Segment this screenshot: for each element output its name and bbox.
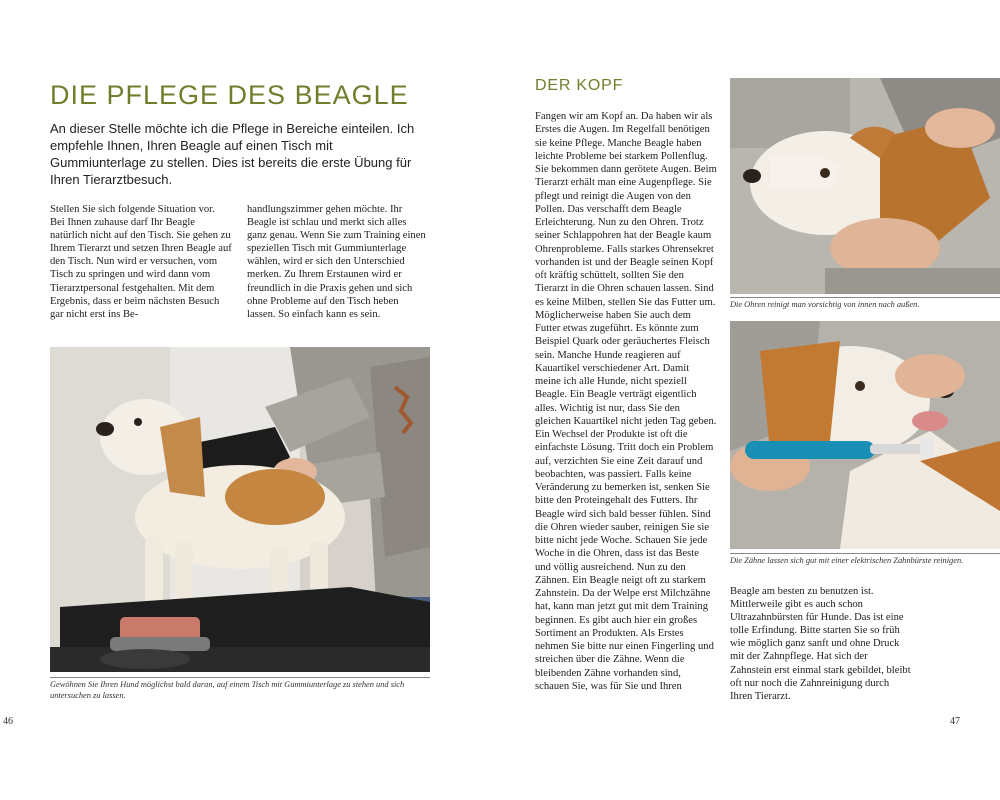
section-heading: DER KOPF bbox=[535, 77, 624, 94]
lead-paragraph: An dieser Stelle möchte ich die Pflege in Bereiche einteilen. Ich empfehle Ihnen, Ihren Beagle auf einen Tisch mit Gummiunterlage zu stellen. Dies ist bereits die erste Übung für Ihren Tierarztbesuch. bbox=[50, 121, 415, 187]
ear-cleaning-photo bbox=[730, 78, 1000, 294]
page-title: DIE PFLEGE DES BEAGLE bbox=[50, 80, 409, 110]
right-body-column-1: Fangen wir am Kopf an. Da haben wir als Erstes die Augen. Im Regelfall benötigen sie keine Pflege. Manche Beagle haben leichte Probleme bei starkem Pollenflug. Sie bekommen dann gerötete Augen. Beim Tierarzt erhält man eine Augenpflege. Sie pflegt und reinigt die Augen von den Pollen. Das verschafft dem Beagle Erleichterung. Nun zu den Ohren. Trotz seiner Schlappohren hat der Beagle kaum Ohrenprobleme. Falls starkes Ohrensekret vorhanden ist und der Beagle seinen Kopf oft kräftig schüttelt, sollten Sie den Tierarzt in die Ohren schauen lassen. Sind es keine Milben, stellen Sie das Futter um. Möglicherweise haben Sie auch dem Futter etwas zugeführt. Es könnte zum Beispiel Quark oder geräuchertes Fleisch sein. Manche Hunde reagieren auf Kauartikel verschiedener Art. Damit meine ich alle Hunde, nicht speziell Beagle. Ein Beagle verträgt eigentlich alles. Wichtig ist nur, dass Sie den gleichen Kauartikel nicht jeden Tag geben. Ein Wechsel der Produkte ist oft die einfachste Lösung. Tritt doch ein Problem auf, verzichten Sie eine Zeit darauf und beobachten, was passiert. Falls keine Veränderung zu bemerken ist, senken Sie bitte den Proteingehalt des Futters. Ihr Beagle wird sich bald besser fühlen. Sind die Ohren wieder sauber, reinigen Sie sie bitte nicht jede Woche. Schauen Sie jede Woche in die Ohren, dass ist das Beste und völlig ausreichend. Nun zu den Zähnen. Ein Beagle neigt oft zu starkem Zahnstein. Da der Welpe erst Milchzähne hat, kann man jetzt gut mit dem Training beginnen. Es gibt auch hier ein großes Sortiment an Produkten. Als Erstes nehmen Sie bitte nur einen Fingerling und streichen über die Zähne. Wenn die bleibenden Zähne vorhanden sind, schauen Sie, was für Sie und Ihren bbox=[535, 111, 717, 692]
left-photo-caption: Gewöhnen Sie Ihren Hund möglichst bald daran, auf einem Tisch mit Gummiunterlage zu stehen und sich untersuchen zu lassen. bbox=[50, 677, 430, 701]
beagle-grooming-table-photo bbox=[50, 347, 430, 672]
ear-photo-caption: Die Ohren reinigt man vorsichtig von innen nach außen. bbox=[730, 297, 1000, 310]
teeth-brushing-photo bbox=[730, 321, 1000, 549]
page-number-left: 46 bbox=[3, 716, 13, 727]
left-body-column-1: Stellen Sie sich folgende Situation vor. Bei Ihnen zuhause darf Ihr Beagle natürlich nicht auf den Tisch. Sie gehen zu Ihrem Tierarzt und setzen Ihren Beagle auf den Tisch. Nun wird er versuchen, vom Tisch zu springen und wird dann vom Tierarztpersonal festgehalten. Mit dem Ergebnis, dass er beim nächsten Besuch gar nicht erst ins Be- bbox=[50, 204, 232, 320]
right-body-column-2: Beagle am besten zu benutzen ist. Mittlerweile gibt es auch schon Ultrazahnbürsten für Hunde. Das ist eine tolle Erfindung. Bitte starten Sie so früh wie möglich ganz sanft und ohne Druck mit der Zahnpflege. Hat sich der Zahnstein erst einmal stark gebildet, bleibt oft nur noch die Zahnreinigung durch Ihren Tierarzt. bbox=[730, 586, 911, 702]
page-number-right: 47 bbox=[950, 716, 960, 727]
left-body-column-2: handlungszimmer gehen möchte. Ihr Beagle ist schlau und merkt sich alles ganz genau. Wenn Sie zum Training einen speziellen Tisch mit Gummiunterlage wählen, wird er sich den Unterschied merken. Zu Ihrem Erstaunen wird er freundlich in die Praxis gehen und sich ohne Probleme auf den Tisch heben lassen. So einfach kann es sein. bbox=[247, 204, 426, 320]
teeth-photo-caption: Die Zähne lassen sich gut mit einer elektrischen Zahnbürste reinigen. bbox=[730, 553, 1000, 566]
